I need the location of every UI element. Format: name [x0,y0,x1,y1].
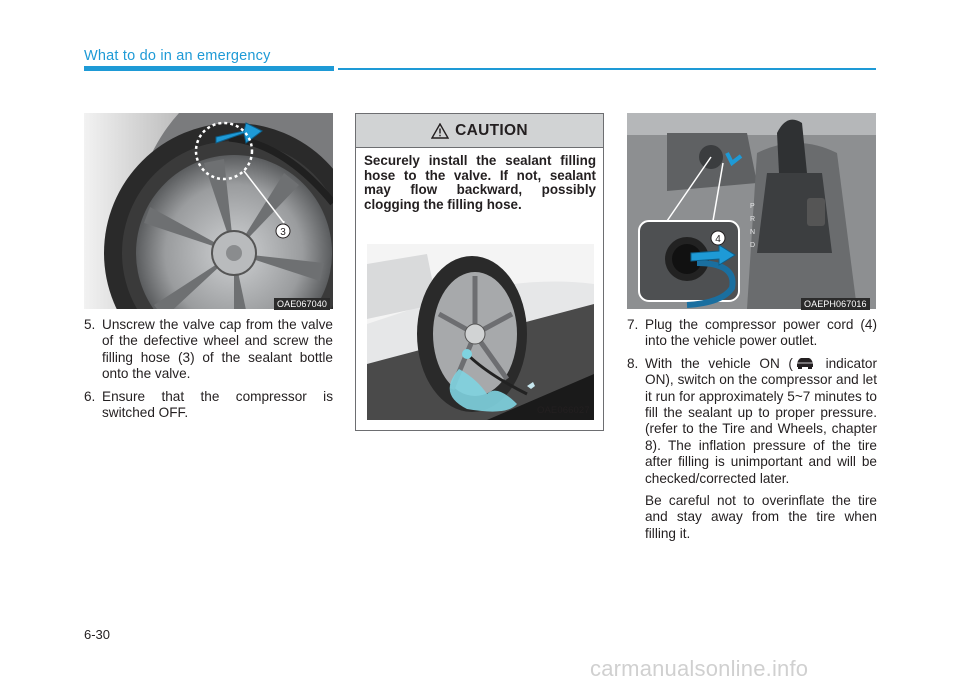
section-title: What to do in an emergency [84,48,271,64]
step-text: Ensure that the compressor is switched OFF. [102,388,333,421]
svg-text:P: P [750,203,755,210]
header-rule-thin [338,68,876,70]
overinflate-note: Be careful not to overinflate the tire and stay away from the tire when filling it. [645,493,877,541]
step-number: 5. [84,317,96,332]
caution-box [355,113,604,431]
svg-text:N: N [750,229,756,236]
page-number: 6-30 [84,627,111,642]
hose-install-illustration [367,244,594,420]
step-text-before-icon: With the vehicle ON ( [645,355,793,371]
warning-triangle-icon [431,123,449,139]
tire-valve-illustration [84,113,333,309]
power-cord-callout-number: 4 [715,234,721,245]
step-6 [84,389,333,422]
step-text: Unscrew the valve cap from the valve of the defective wheel and screw the filling hose (3) of the sealant bottle onto the valve. [102,317,333,382]
step-number: 8. [627,355,639,371]
watermark: carmanualsonline.info [590,656,809,681]
car-ready-indicator-icon [795,356,815,369]
step-5 [84,317,333,383]
step-number: 7. [627,317,639,332]
step-text-after-icon: indicator ON), switch on the compressor and let it run for approximately 5~7 minutes to fill the sealant up to proper pressure. (refer to the Tire and Wheels, chapter 8). The inflation pressure of the tire after filling is unimportant and will be checked/corrected later. [645,355,877,486]
caution-header [356,114,603,148]
step-8 [627,356,877,487]
caution-title: CAUTION [455,121,528,139]
caution-text: Securely install the sealant filling hose to the valve. If not, sealant may flow backward, possibly clogging the filling hose. [364,153,596,212]
left-column-steps [84,317,333,421]
step-text [645,356,877,487]
step-number: 6. [84,388,96,404]
figure-code-power-outlet: OAEPH067016 [801,298,870,310]
svg-text:R: R [750,216,756,223]
hose-callout-number: 3 [280,227,286,238]
step-text: Plug the compressor power cord (4) into the vehicle power outlet. [645,317,877,349]
figure-code-tire-valve: OAE067040 [274,298,330,310]
right-column-steps [627,317,877,542]
figure-code-hose-install: OAE066027 [537,405,590,416]
svg-text:D: D [750,242,756,249]
power-outlet-illustration [627,113,876,309]
header-rule-thick [84,66,334,71]
step-7 [627,317,877,350]
